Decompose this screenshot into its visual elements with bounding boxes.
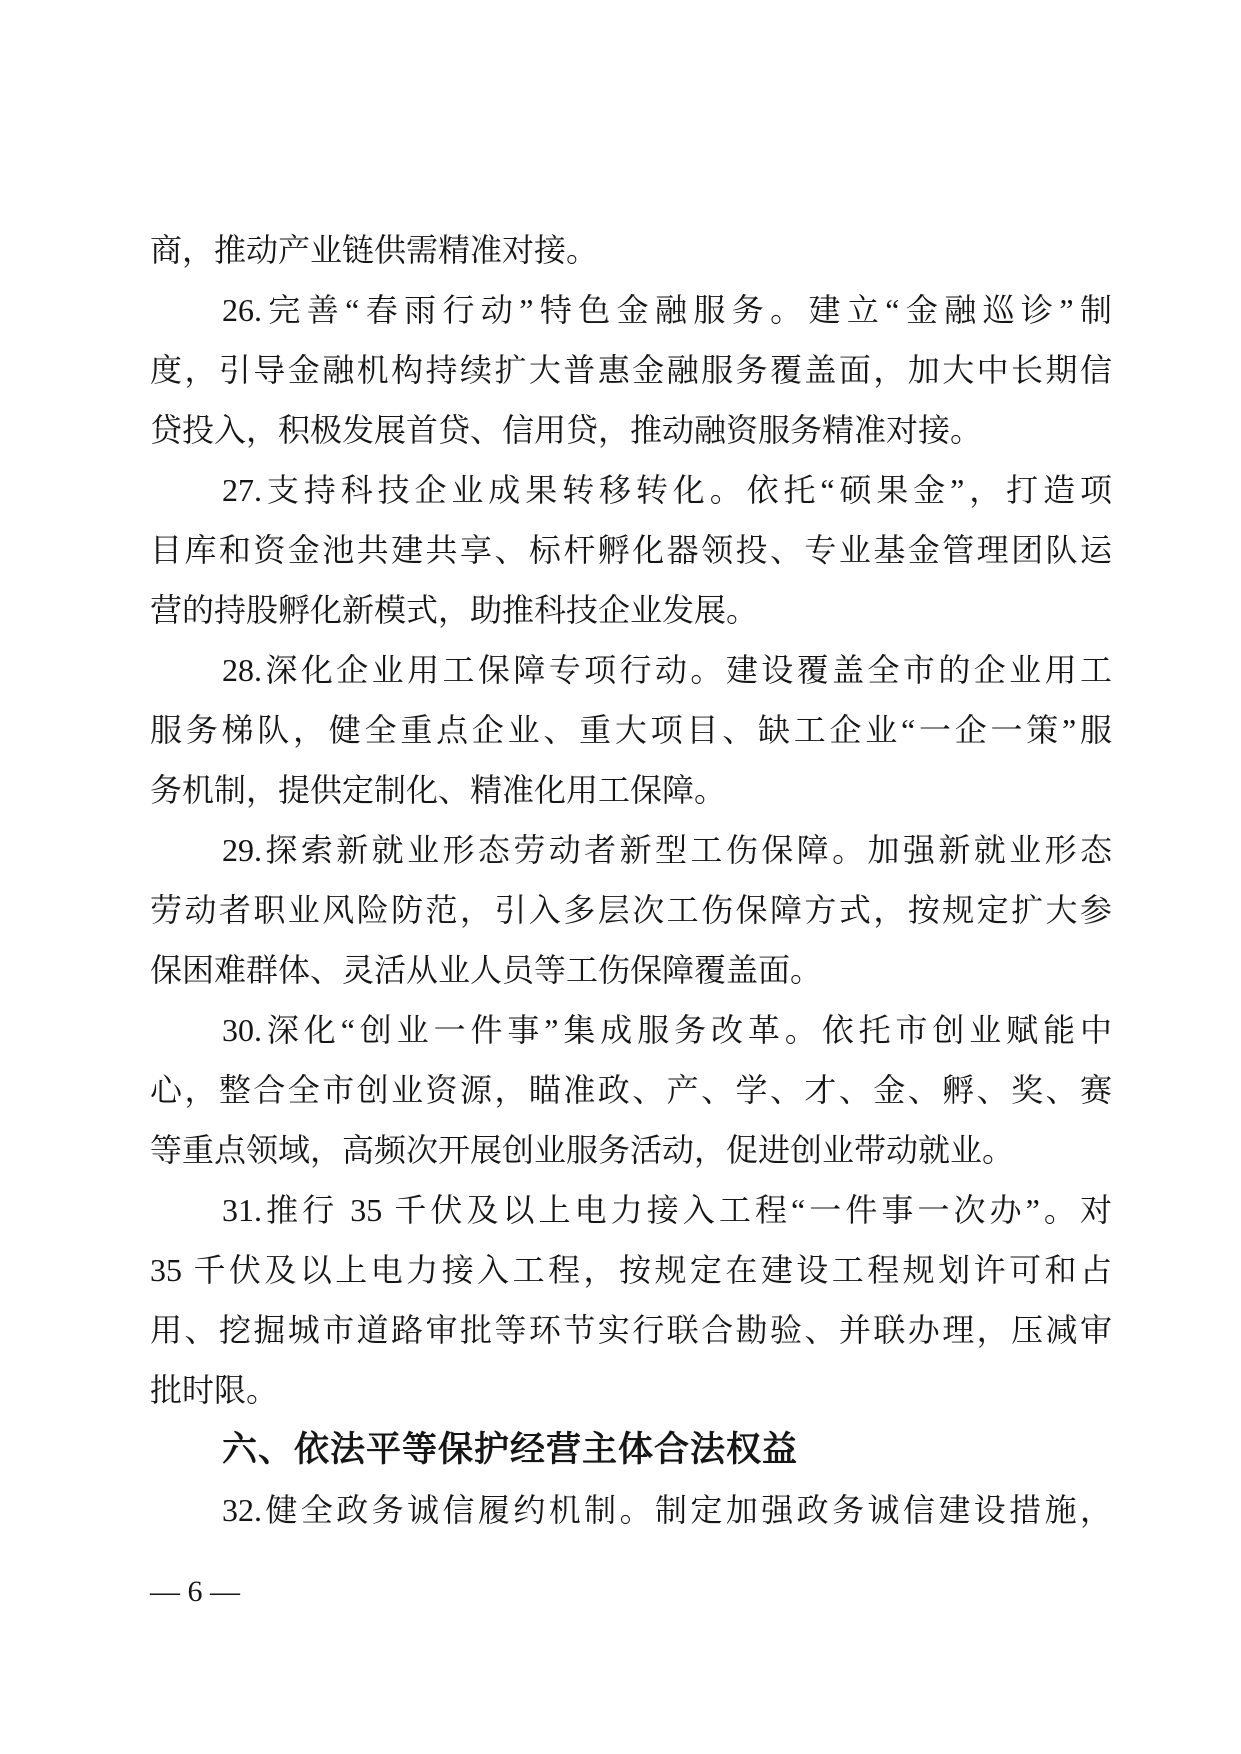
text-line: 26.完善“春雨行动”特色金融服务。建立“金融巡诊”制: [222, 292, 1112, 328]
text-line: 27.支持科技企业成果转移转化。依托“硕果金”，打造项: [222, 472, 1112, 508]
text-line: 批时限。: [150, 1372, 279, 1408]
text-line: 29.探索新就业形态劳动者新型工伤保障。加强新就业形态: [222, 832, 1112, 868]
document-body: [150, 220, 1112, 1540]
text-line: 35 千伏及以上电力接入工程，按规定在建设工程规划许可和占: [150, 1252, 1112, 1288]
text-line: 保困难群体、灵活从业人员等工伤保障覆盖面。: [150, 952, 823, 988]
text-line: 度，引导金融机构持续扩大普惠金融服务覆盖面，加大中长期信: [150, 352, 1112, 388]
text-line: 服务梯队，健全重点企业、重大项目、缺工企业“一企一策”服: [150, 712, 1112, 748]
text-line: 商，推动产业链供需精准对接。: [150, 232, 599, 268]
text-line: 目库和资金池共建共享、标杆孵化器领投、专业基金管理团队运: [150, 532, 1112, 568]
text-line: 32.健全政务诚信履约机制。制定加强政务诚信建设措施，: [222, 1492, 1112, 1528]
text-line: 劳动者职业风险防范，引入多层次工伤保障方式，按规定扩大参: [150, 892, 1112, 928]
text-line: 贷投入，积极发展首贷、信用贷，推动融资服务精准对接。: [150, 412, 983, 448]
text-line: 等重点领域，高频次开展创业服务活动，促进创业带动就业。: [150, 1132, 1015, 1168]
text-line: 心，整合全市创业资源，瞄准政、产、学、才、金、孵、奖、赛: [150, 1072, 1112, 1108]
text-line: 31.推行 35 千伏及以上电力接入工程“一件事一次办”。对: [222, 1192, 1112, 1228]
page-footer: [150, 1572, 240, 1612]
section-heading: 六、依法平等保护经营主体合法权益: [222, 1430, 799, 1469]
text-line: 28.深化企业用工保障专项行动。建设覆盖全市的企业用工: [222, 652, 1112, 688]
text-line: 营的持股孵化新模式，助推科技企业发展。: [150, 592, 759, 628]
page-number: — 6 —: [150, 1575, 240, 1608]
text-line: 30.深化“创业一件事”集成服务改革。依托市创业赋能中: [222, 1012, 1112, 1048]
text-line: 务机制，提供定制化、精准化用工保障。: [150, 772, 727, 808]
text-line: 用、挖掘城市道路审批等环节实行联合勘验、并联办理，压减审: [150, 1312, 1112, 1348]
